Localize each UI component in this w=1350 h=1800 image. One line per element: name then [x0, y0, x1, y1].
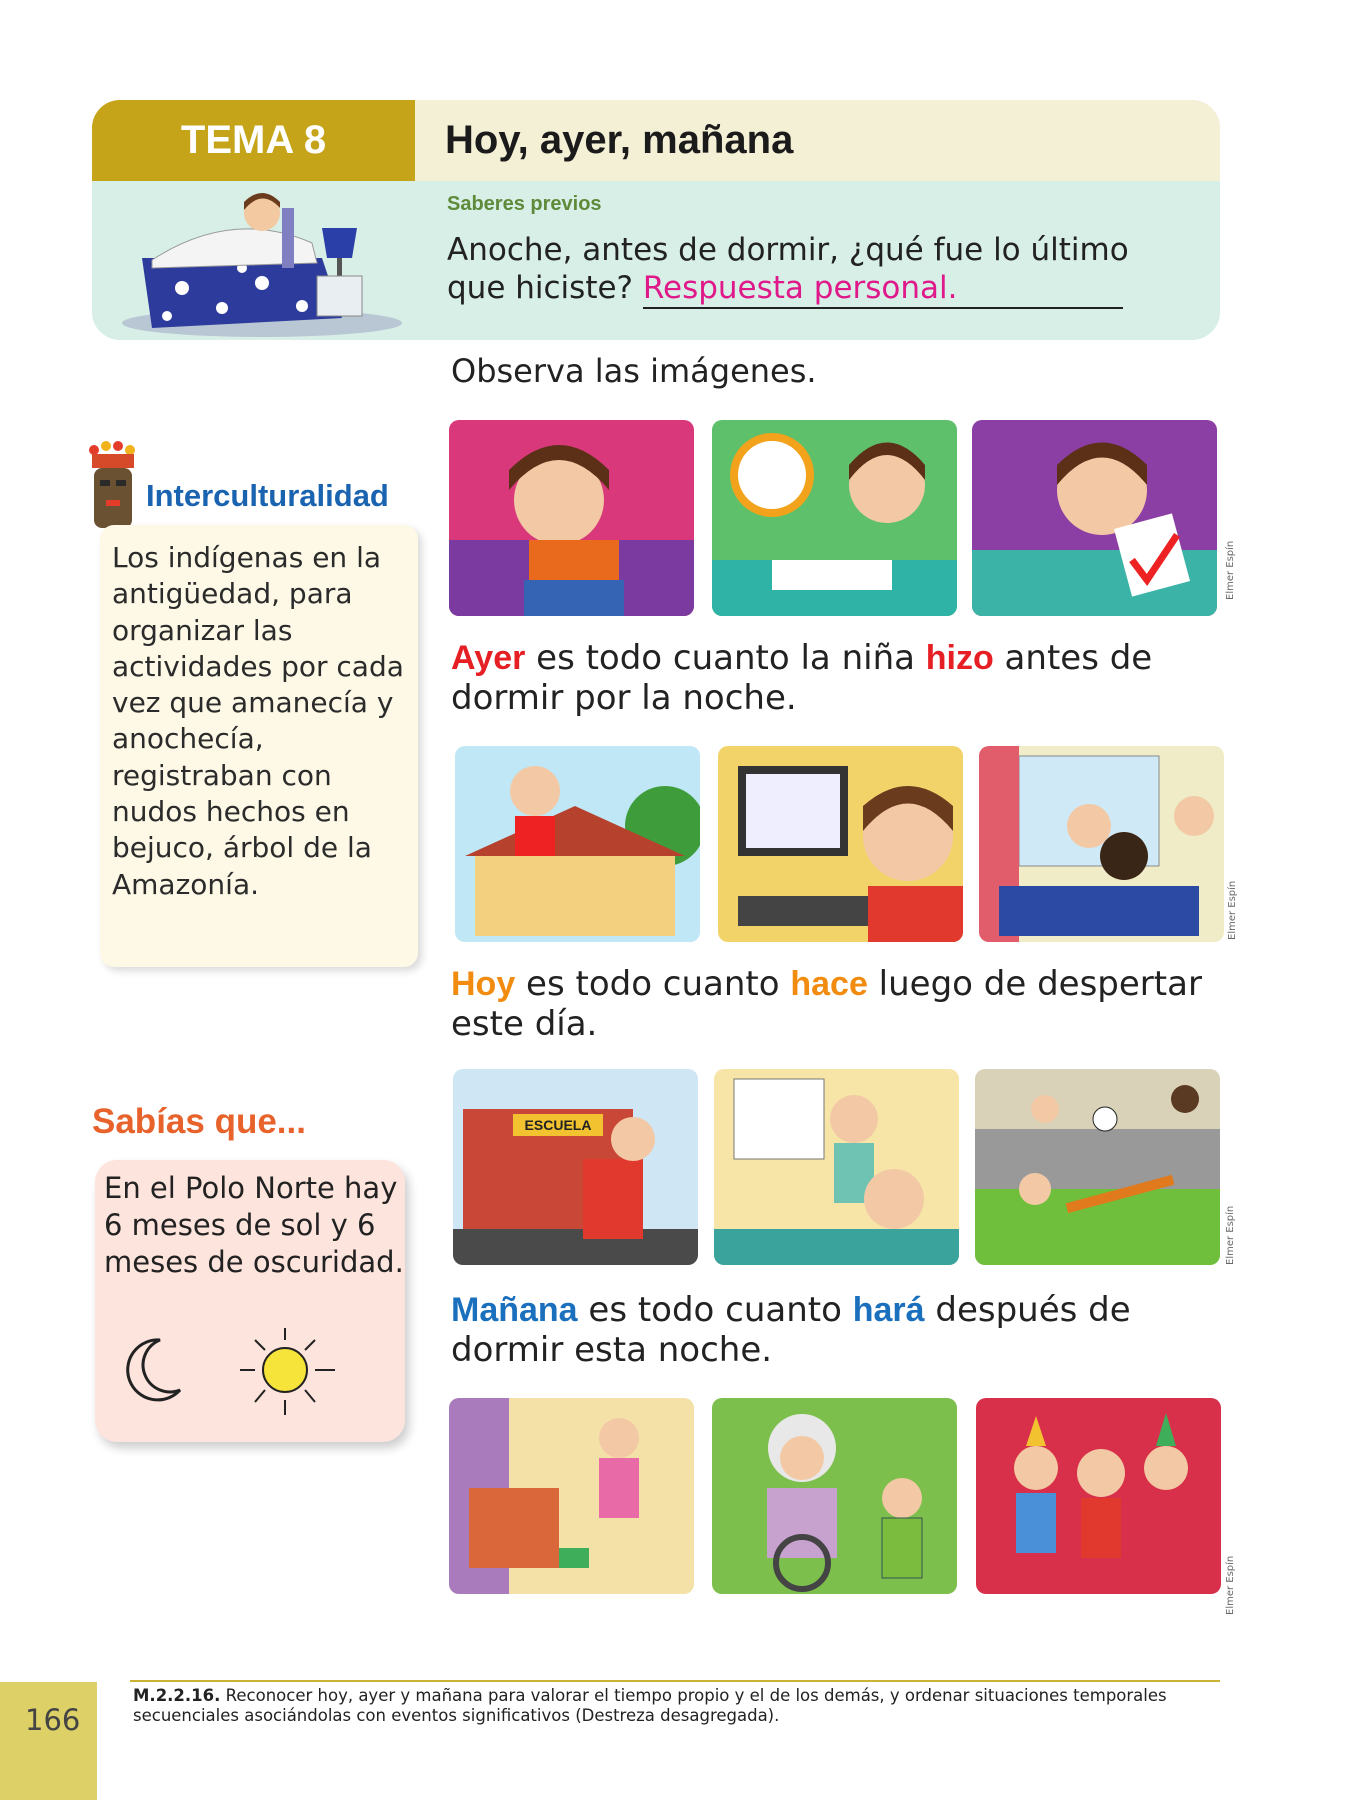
- ayer-sentence: [451, 638, 1221, 718]
- ayer-verb: hizo: [925, 639, 994, 677]
- manana-panel-classroom: [714, 1069, 959, 1265]
- manana-sentence-part2: después de dormir esta noche.: [451, 1290, 1131, 1370]
- ayer-panel-reading: [449, 420, 694, 616]
- page-number-bar: [0, 1682, 97, 1800]
- manana-sentence-part1: es todo cuanto: [577, 1290, 853, 1330]
- escuela-sign-text: ESCUELA: [524, 1117, 592, 1133]
- hoy-panel-breakfast: [979, 746, 1224, 942]
- manana-verb: hará: [852, 1291, 925, 1329]
- ayer-sentence-part2: antes de dormir por la noche.: [451, 638, 1153, 718]
- skill-description: Reconocer hoy, ayer y mañana para valorar el tiempo propio y el de los demás, y ordenar situaciones temporales secuenciales asociándolas con eventos significativos (Destreza desagregada).: [133, 1686, 1167, 1725]
- hoy-sentence: [451, 964, 1221, 1044]
- interculturalidad-title: Interculturalidad: [146, 478, 389, 513]
- sabias-que-text: En el Polo Norte hay 6 meses de sol y 6 meses de oscuridad.: [104, 1171, 404, 1279]
- ayer-keyword: Ayer: [451, 639, 526, 677]
- footer-skill-text: [133, 1686, 1223, 1726]
- sabias-que-title: Sabías que...: [92, 1102, 306, 1141]
- hoy-keyword: Hoy: [451, 965, 516, 1003]
- tema-label: TEMA 8: [92, 100, 415, 181]
- question-text: Anoche, antes de dormir, ¿qué fue lo último que hiciste?: [447, 232, 1129, 306]
- moon-and-sun-icons: [120, 1320, 360, 1440]
- skill-code: M.2.2.16.: [133, 1686, 221, 1705]
- answer-line: [643, 269, 1123, 309]
- manana-keyword: Mañana: [451, 1291, 578, 1329]
- saberes-previos-label: Saberes previos: [447, 193, 602, 215]
- manana-panel-party: [976, 1398, 1221, 1594]
- page-number: 166: [25, 1703, 81, 1737]
- manana-panel-sweeping: [449, 1398, 694, 1594]
- bed-illustration: [112, 188, 412, 338]
- question-block: [447, 231, 1187, 309]
- answer-text: Respuesta personal.: [642, 270, 958, 306]
- tema-header: [92, 100, 1220, 340]
- page-title: Hoy, ayer, mañana: [415, 100, 1220, 181]
- manana-panel-playground: [975, 1069, 1220, 1265]
- interculturalidad-text: Los indígenas en la antigüedad, para organizar las actividades por cada vez que amanecía y anochecía, registraban con nudos hechos en bejuco, árbol de la Amazonía.: [112, 541, 404, 901]
- ayer-panel-checkmark: [972, 420, 1217, 616]
- hoy-sentence-part1: es todo cuanto: [515, 964, 791, 1004]
- illustrator-credit: Elmer Espín: [1225, 1205, 1236, 1265]
- manana-sentence: [451, 1290, 1221, 1370]
- footer-divider: [130, 1680, 1220, 1682]
- manana-panel-school: [453, 1069, 698, 1265]
- hoy-panel-waking: [455, 746, 700, 942]
- hoy-sentence-part2: luego de despertar este día.: [451, 964, 1202, 1044]
- hoy-verb: hace: [790, 965, 868, 1003]
- illustrator-credit: Elmer Espín: [1225, 1555, 1236, 1615]
- ayer-panel-homework: [712, 420, 957, 616]
- manana-panel-grandmother: [712, 1398, 957, 1594]
- hoy-panel-computer: [718, 746, 963, 942]
- ayer-sentence-part1: es todo cuanto la niña: [525, 638, 926, 678]
- illustrator-credit: Elmer Espín: [1225, 540, 1236, 600]
- illustrator-credit: Elmer Espín: [1227, 880, 1238, 940]
- observa-instruction: Observa las imágenes.: [451, 352, 817, 390]
